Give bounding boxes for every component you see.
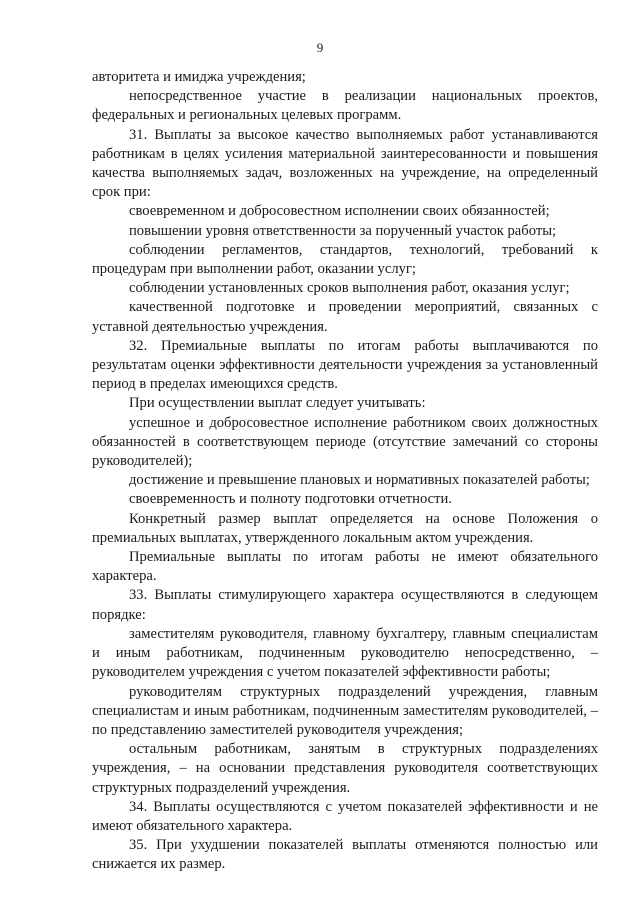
paragraph: непосредственное участие в реализации национальных проектов, федеральных и региональных целевых программ. (92, 88, 598, 124)
paragraph: заместителям руководителя, главному бухгалтеру, главным специалистам и иным работникам, подчиненным руководителю непосредственно, – руководителем учреждения с учетом показателей эффективности работы; (92, 625, 598, 681)
paragraph: 35. При ухудшении показателей выплаты отменяются полностью или снижается их размер. (92, 837, 598, 873)
paragraph: При осуществлении выплат следует учитывать: (129, 395, 426, 412)
paragraph: Премиальные выплаты по итогам работы не имеют обязательного характера. (92, 549, 598, 585)
page-number: 9 (316, 40, 324, 55)
paragraph: достижение и превышение плановых и нормативных показателей работы; (129, 472, 590, 489)
paragraph: качественной подготовке и проведении мероприятий, связанных с уставной деятельностью учреждения. (92, 299, 598, 335)
paragraph: успешное и добросовестное исполнение работником своих должностных обязанностей в соответствующем периоде (отсутствие замечаний со стороны руководителей); (92, 414, 598, 470)
paragraph: соблюдении регламентов, стандартов, технологий, требований к процедурам при выполнении работ, оказании услуг; (92, 241, 598, 278)
paragraph: остальным работникам, занятым в структурных подразделениях учреждения, – на основании представления руководителя соответствующих структурных подразделений учреждения. (92, 741, 598, 796)
paragraph: авторитета и имиджа учреждения; (92, 69, 306, 85)
paragraph: Конкретный размер выплат определяется на основе Положения о премиальных выплатах, утвержденного локальным актом учреждения. (92, 510, 598, 546)
paragraph: 32. Премиальные выплаты по итогам работы выплачиваются по результатам оценки эффективности деятельности учреждения за установленный период в пределах имеющихся средств. (92, 337, 598, 393)
paragraph: 31. Выплаты за высокое качество выполняемых работ устанавливаются работникам в целях усиления материальной заинтересованности и повышения качества выполняемых задач, возложенных на учреждение, на определенный срок при: (92, 126, 598, 201)
paragraph: руководителям структурных подразделений учреждения, главным специалистам и иным работникам, подчиненным заместителям руководителей, – по представлению заместителей руководителя учреждения; (92, 683, 598, 738)
paragraph: повышении уровня ответственности за порученный участок работы; (129, 222, 557, 239)
paragraph: своевременность и полноту подготовки отчетности. (129, 491, 452, 508)
paragraph: своевременном и добросовестном исполнении своих обязанностей; (129, 203, 550, 220)
paragraph: соблюдении установленных сроков выполнения работ, оказания услуг; (129, 280, 570, 297)
paragraph: 33. Выплаты стимулирующего характера осуществляются в следующем порядке: (92, 587, 598, 623)
document-body (92, 68, 598, 875)
paragraph: 34. Выплаты осуществляются с учетом показателей эффективности и не имеют обязательного характера. (92, 798, 598, 834)
